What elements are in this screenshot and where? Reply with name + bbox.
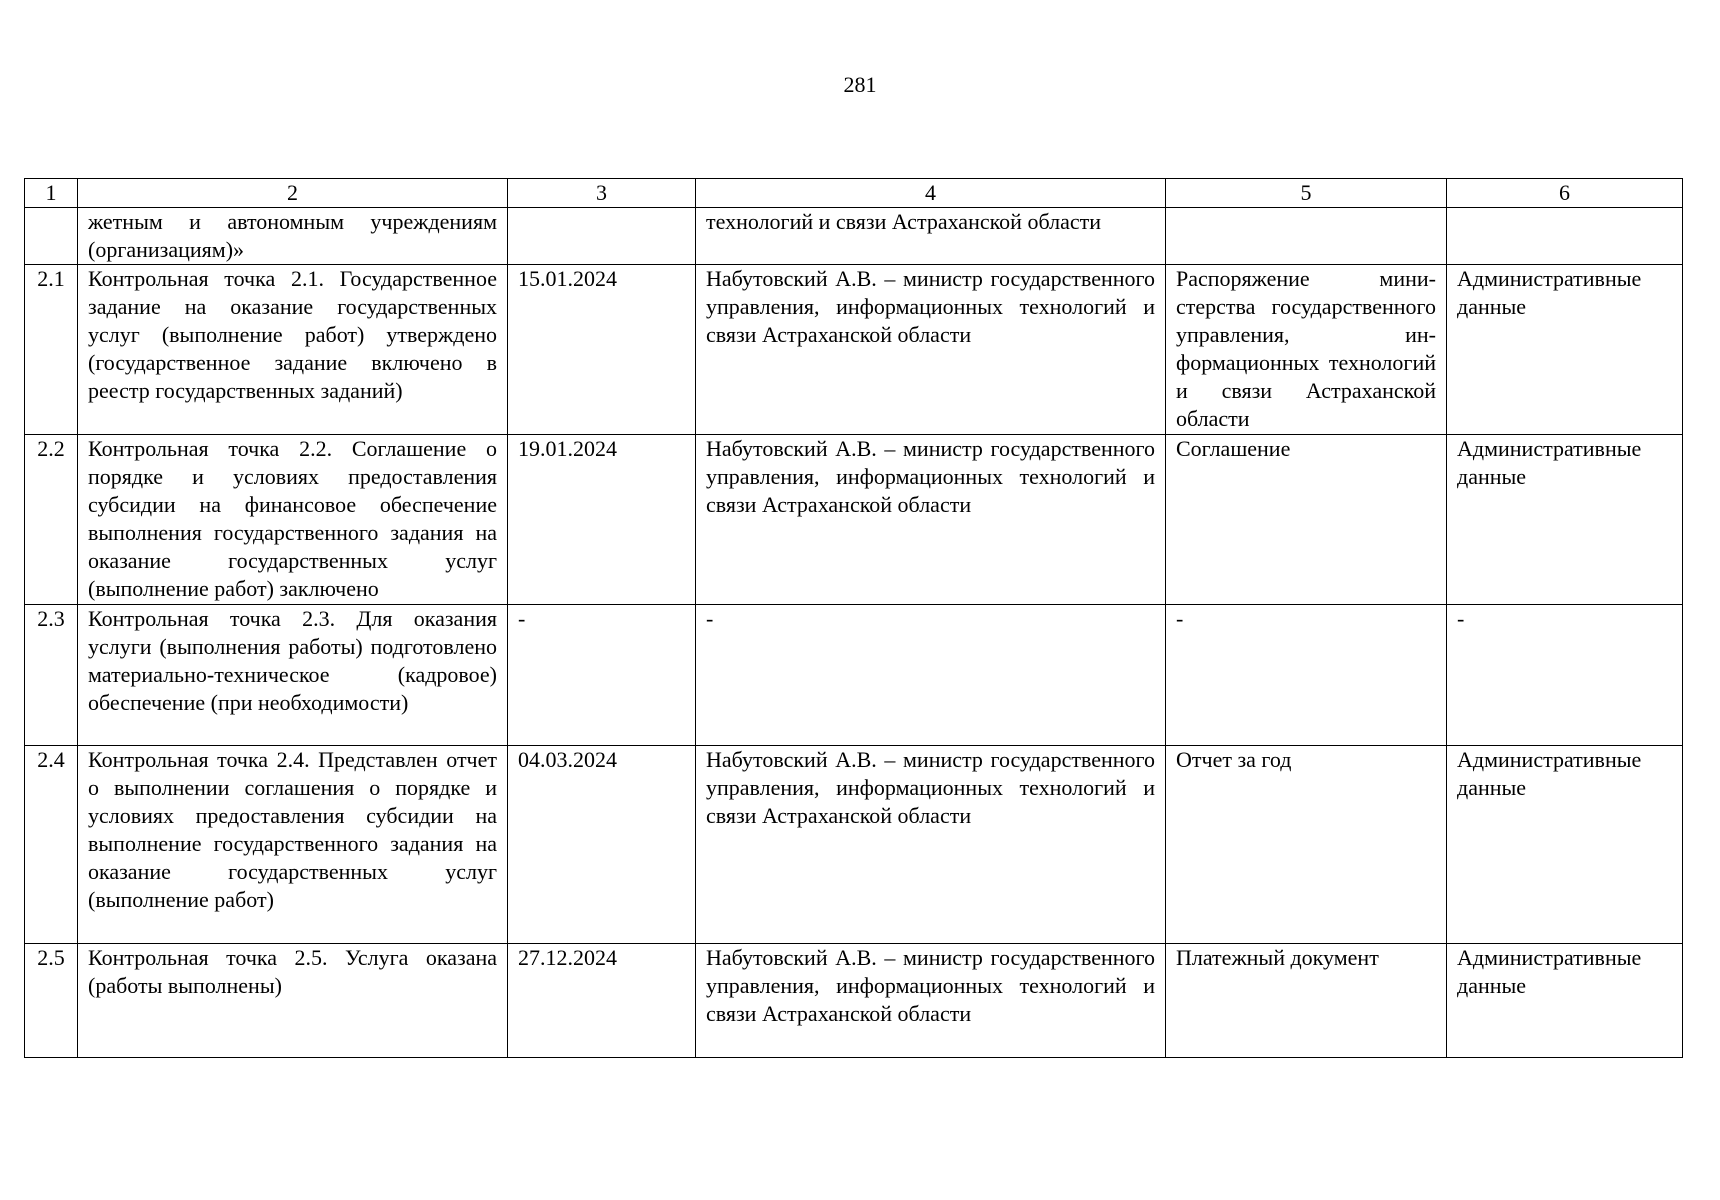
control-point-title: Контрольная точка 2.5. Услуга оказана (работы выполнены)	[78, 944, 508, 1058]
header-row	[25, 179, 1683, 208]
row-number: 2.1	[25, 265, 78, 435]
responsible-person: Набутовский А.В. – министр государственного управления, информационных технологий и связи Астраханской области	[696, 746, 1166, 944]
control-point-date: 15.01.2024	[508, 265, 696, 435]
row-number: 2.3	[25, 605, 78, 746]
responsible-person: Набутовский А.В. – министр государственного управления, информационных технологий и связи Астраханской области	[696, 435, 1166, 605]
confirming-document: Соглашение	[1166, 435, 1447, 605]
control-point-date: 19.01.2024	[508, 435, 696, 605]
header-col-4: 4	[696, 179, 1166, 208]
responsible-person: Набутовский А.В. – министр государственного управления, информационных технологий и связи Астраханской области	[696, 265, 1166, 435]
cell-responsible: технологий и связи Астраханской области	[696, 208, 1166, 265]
control-points-table	[24, 178, 1683, 1058]
row-number: 2.5	[25, 944, 78, 1058]
row-number: 2.4	[25, 746, 78, 944]
table-row	[25, 605, 1683, 746]
table-row	[25, 265, 1683, 435]
information-source: -	[1447, 605, 1683, 746]
header-col-1: 1	[25, 179, 78, 208]
confirming-document: -	[1166, 605, 1447, 746]
header-col-5: 5	[1166, 179, 1447, 208]
header-col-3: 3	[508, 179, 696, 208]
page-number: 281	[843, 72, 877, 97]
control-point-title: Контрольная точка 2.4. Представлен отчет о выполнении соглашения о порядке и условиях предоставления субсидии на выполнение государственного задания на оказание государственных услуг (выполнение работ)	[78, 746, 508, 944]
information-source: Административные данные	[1447, 746, 1683, 944]
control-point-date: -	[508, 605, 696, 746]
confirming-document: Платежный документ	[1166, 944, 1447, 1058]
row-number: 2.2	[25, 435, 78, 605]
table-row	[25, 746, 1683, 944]
confirming-document: Распоряжение министерства государственного управления, информационных технологий и связи Астраханской области	[1166, 265, 1447, 435]
header-col-2: 2	[78, 179, 508, 208]
control-point-title: Контрольная точка 2.1. Государственное задание на оказание государственных услуг (выполнение работ) утверждено (государственное задание включено в реестр государственных заданий)	[78, 265, 508, 435]
confirming-document: Отчет за год	[1166, 746, 1447, 944]
table-row	[25, 944, 1683, 1058]
information-source: Административные данные	[1447, 944, 1683, 1058]
header-col-6: 6	[1447, 179, 1683, 208]
cell-title: жетным и автономным учреждениям (организациям)»	[78, 208, 508, 265]
responsible-person: Набутовский А.В. – министр государственного управления, информационных технологий и связи Астраханской области	[696, 944, 1166, 1058]
control-point-title: Контрольная точка 2.2. Соглашение о порядке и условиях предоставления субсидии на финансовое обеспечение выполнения государственного задания на оказание государственных услуг (выполнение работ) заключено	[78, 435, 508, 605]
information-source: Административные данные	[1447, 265, 1683, 435]
cell-document	[1166, 208, 1447, 265]
continuation-row	[25, 208, 1683, 265]
control-point-title: Контрольная точка 2.3. Для оказания услуги (выполнения работы) подготовлено материально-техническое (кадровое) обеспечение (при необходимости)	[78, 605, 508, 746]
information-source: Административные данные	[1447, 435, 1683, 605]
control-point-date: 27.12.2024	[508, 944, 696, 1058]
table-row	[25, 435, 1683, 605]
responsible-person: -	[696, 605, 1166, 746]
cell-date	[508, 208, 696, 265]
control-point-date: 04.03.2024	[508, 746, 696, 944]
cell-num	[25, 208, 78, 265]
cell-source	[1447, 208, 1683, 265]
